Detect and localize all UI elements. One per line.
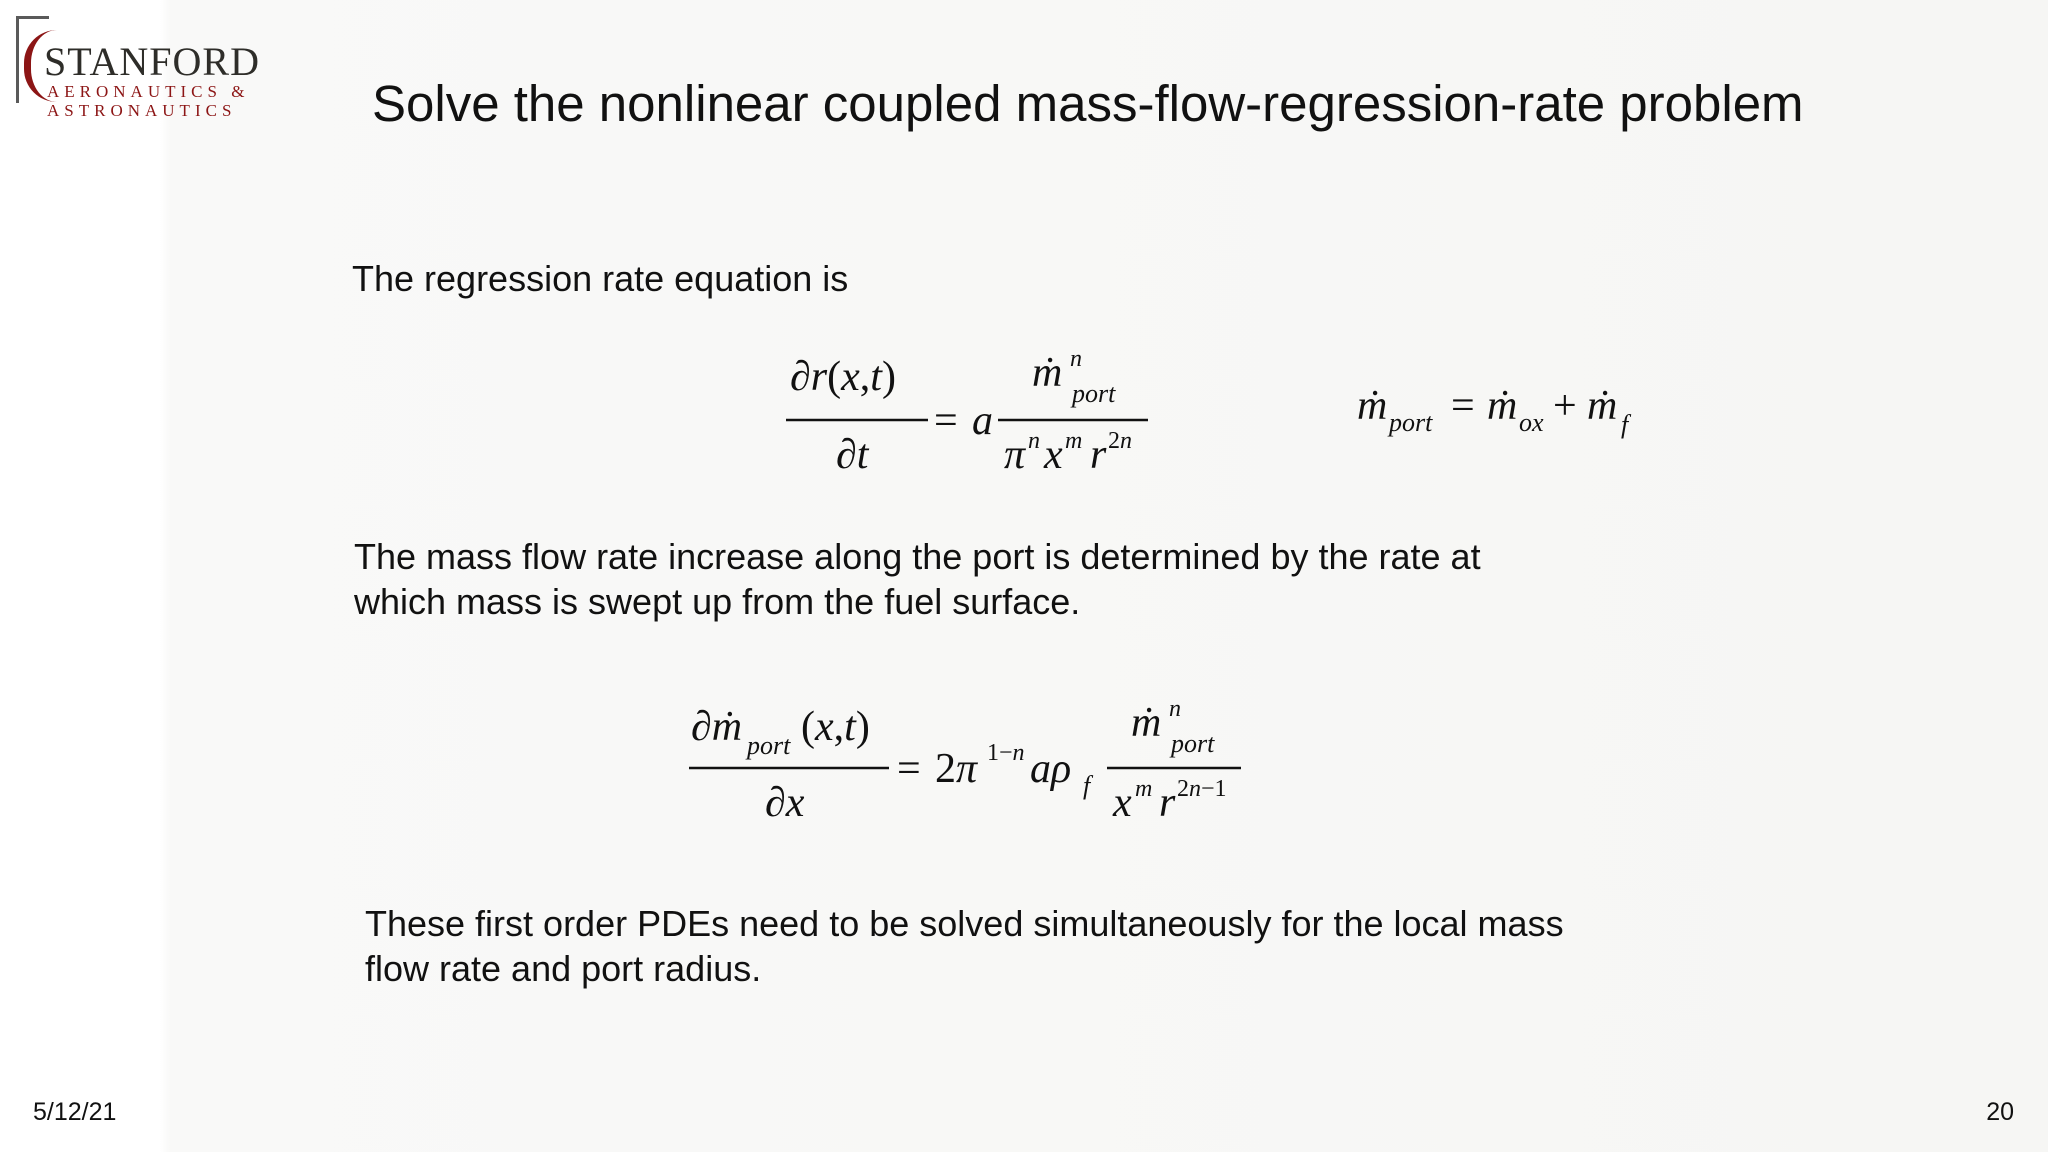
- svg-text:ṁ: ṁ: [1487, 383, 1518, 429]
- logo-subtitle-line2: ASTRONAUTICS: [47, 101, 237, 120]
- svg-text:m: m: [1135, 776, 1153, 802]
- svg-text:n: n: [1028, 428, 1040, 454]
- svg-text:ṁ: ṁ: [1032, 350, 1063, 396]
- paragraph-regression-intro: The regression rate equation is: [352, 258, 849, 299]
- svg-text:ṁ: ṁ: [1131, 700, 1162, 746]
- svg-text:ṁ: ṁ: [1587, 383, 1618, 429]
- footer-page-number: 20: [1986, 1098, 2014, 1126]
- svg-text:m: m: [1065, 428, 1083, 454]
- svg-text:∂x: ∂x: [765, 780, 805, 826]
- svg-text:=: =: [1451, 383, 1475, 429]
- svg-text:port: port: [747, 731, 791, 760]
- stanford-logo: [10, 10, 260, 120]
- paragraph-conclusion-line1: These first order PDEs need to be solved simultaneously for the local mass: [365, 903, 1564, 944]
- svg-text:1−n: 1−n: [987, 740, 1025, 766]
- svg-text:(x,t): (x,t): [801, 704, 870, 750]
- svg-text:f: f: [1621, 410, 1629, 439]
- svg-text:∂ṁ: ∂ṁ: [691, 704, 743, 750]
- svg-text:port: port: [1389, 408, 1433, 437]
- svg-text:ṁ: ṁ: [1357, 383, 1388, 429]
- svg-text:2n: 2n: [1108, 428, 1132, 454]
- svg-text:x: x: [1044, 432, 1063, 478]
- equation-port-mass-flow: [1355, 375, 1655, 445]
- svg-text:2π: 2π: [935, 746, 978, 792]
- svg-text:f: f: [1083, 771, 1091, 800]
- logo-name: STANFORD: [44, 39, 260, 84]
- slide-title: Solve the nonlinear coupled mass-flow-regression-rate problem: [372, 75, 1804, 132]
- svg-text:2n−1: 2n−1: [1177, 776, 1227, 802]
- footer-date: 5/12/21: [33, 1098, 117, 1126]
- svg-text:r: r: [1159, 780, 1176, 826]
- svg-text:n: n: [1169, 696, 1181, 722]
- paragraph-mass-flow-line2: which mass is swept up from the fuel surface.: [354, 581, 1081, 622]
- svg-text:=: =: [897, 746, 921, 792]
- svg-text:a: a: [972, 398, 993, 444]
- svg-text:port: port: [1171, 729, 1215, 758]
- svg-text:∂r(x,t): ∂r(x,t): [790, 354, 896, 400]
- svg-text:ox: ox: [1519, 408, 1544, 437]
- equation-mass-flow-pde: [685, 690, 1255, 840]
- svg-text:+: +: [1553, 383, 1577, 429]
- svg-text:n: n: [1070, 346, 1082, 372]
- svg-text:π: π: [1004, 432, 1026, 478]
- paragraph-mass-flow-line1: The mass flow rate increase along the port is determined by the rate at: [354, 536, 1481, 577]
- svg-text:port: port: [1072, 379, 1116, 408]
- paragraph-conclusion-line2: flow rate and port radius.: [365, 948, 762, 989]
- svg-text:r: r: [1090, 432, 1107, 478]
- svg-text:x: x: [1113, 780, 1132, 826]
- svg-text:aρ: aρ: [1030, 746, 1072, 792]
- equation-regression-rate: [780, 340, 1160, 490]
- svg-text:∂t: ∂t: [836, 432, 869, 478]
- svg-text:=: =: [934, 398, 958, 444]
- logo-subtitle-line1: AERONAUTICS &: [47, 82, 250, 101]
